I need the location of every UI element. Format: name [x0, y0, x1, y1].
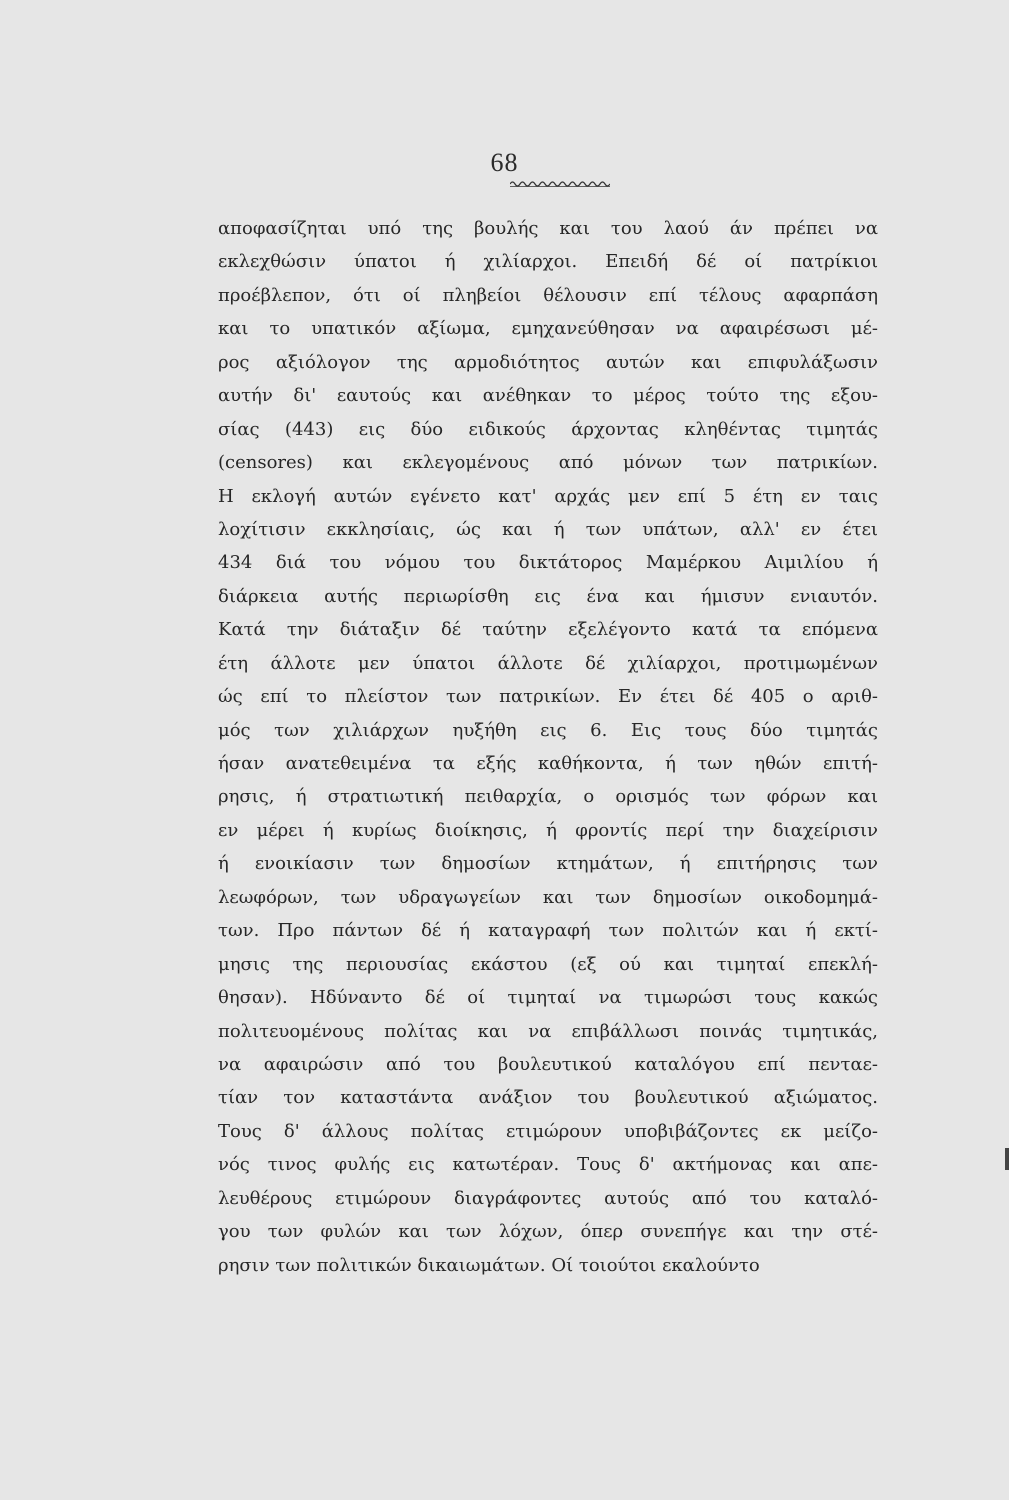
text-line: εκλεχθώσιν ύπατοι ή χιλίαρχοι. Επειδή δέ οί πατρίκιοι	[218, 251, 878, 273]
decorative-wavy-rule	[510, 178, 610, 188]
page-number: 68	[490, 148, 519, 177]
text-line: των. Προ πάντων δέ ή καταγραφή των πολιτών και ή εκτί-	[218, 920, 878, 942]
text-line: γου των φυλών και των λόχων, όπερ συνεπήγε και την στέ-	[218, 1221, 878, 1243]
text-line: ρησιν των πολιτικών δικαιωμάτων. Οί τοιούτοι εκαλούντο	[218, 1254, 760, 1276]
text-line: διάρκεια αυτής περιωρίσθη εις ένα και ήμισυν ενιαυτόν.	[218, 585, 878, 607]
text-line: θησαν). Ηδύναντο δέ οί τιμηταί να τιμωρώσι τους κακώς	[218, 987, 878, 1009]
text-line: να αφαιρώσιν από του βουλευτικού καταλόγου επί πενταε-	[218, 1053, 878, 1075]
text-line: λευθέρους ετιμώρουν διαγράφοντες αυτούς από του καταλό-	[218, 1187, 878, 1209]
text-line: αποφασίζηται υπό της βουλής και του λαού άν πρέπει να	[218, 218, 878, 239]
text-line: ήσαν ανατεθειμένα τα εξής καθήκοντα, ή των ηθών επιτή-	[218, 753, 878, 774]
text-line: αυτήν δι' εαυτούς και ανέθηκαν το μέρος τούτο της εξου-	[218, 385, 878, 407]
text-line: σίας (443) εις δύο ειδικούς άρχοντας κληθέντας τιμητάς	[218, 418, 878, 440]
text-line: ρος αξιόλογον της αρμοδιότητος αυτών και επιφυλάξωσιν	[218, 351, 878, 373]
text-line: ή ενοικίασιν των δημοσίων κτημάτων, ή επιτήρησις των	[218, 853, 878, 875]
text-line: Κατά την διάταξιν δέ ταύτην εξελέγοντο κατά τα επόμενα	[218, 619, 878, 641]
text-line: λεωφόρων, των υδραγωγείων και των δημοσίων οικοδομημά-	[218, 886, 878, 908]
text-line: μός των χιλιάρχων ηυξήθη εις 6. Εις τους δύο τιμητάς	[218, 719, 878, 741]
text-line: μησις της περιουσίας εκάστου (εξ ού και τιμηταί επεκλή-	[218, 953, 878, 975]
text-line: νός τινος φυλής εις κατωτέραν. Τους δ' ακτήμονας και απε-	[218, 1154, 878, 1176]
body-text	[218, 212, 878, 1282]
text-line: και το υπατικόν αξίωμα, εμηχανεύθησαν να αφαιρέσωσι μέ-	[218, 318, 878, 340]
text-line: τίαν τον καταστάντα ανάξιον του βουλευτικού αξιώματος.	[218, 1087, 878, 1109]
text-line: (censores) και εκλεγομένους από μόνων των πατρικίων.	[218, 452, 878, 474]
text-line: πολιτευομένους πολίτας και να επιβάλλωσι ποινάς τιμητικάς,	[218, 1020, 878, 1042]
text-line: ρησις, ή στρατιωτική πειθαρχία, ο ορισμός των φόρων και	[218, 786, 878, 808]
text-line: Τους δ' άλλους πολίτας ετιμώρουν υποβιβάζοντες εκ μείζο-	[218, 1120, 878, 1142]
scan-edge-mark	[1005, 1148, 1009, 1170]
text-line: 434 διά του νόμου του δικτάτορος Μαμέρκου Αιμιλίου ή	[218, 552, 878, 574]
text-line: ώς επί το πλείστον των πατρικίων. Εν έτει δέ 405 ο αριθ-	[218, 686, 878, 708]
text-line: λοχίτισιν εκκλησίαις, ώς και ή των υπάτων, αλλ' εν έτει	[218, 518, 878, 540]
text-line: Η εκλογή αυτών εγένετο κατ' αρχάς μεν επί 5 έτη εν ταις	[218, 485, 878, 507]
text-line: προέβλεπον, ότι οί πληβείοι θέλουσιν επί τέλους αφαρπάση	[218, 284, 878, 306]
text-line: εν μέρει ή κυρίως διοίκησις, ή φροντίς περί την διαχείρισιν	[218, 819, 878, 841]
text-line: έτη άλλοτε μεν ύπατοι άλλοτε δέ χιλίαρχοι, προτιμωμένων	[218, 652, 878, 674]
